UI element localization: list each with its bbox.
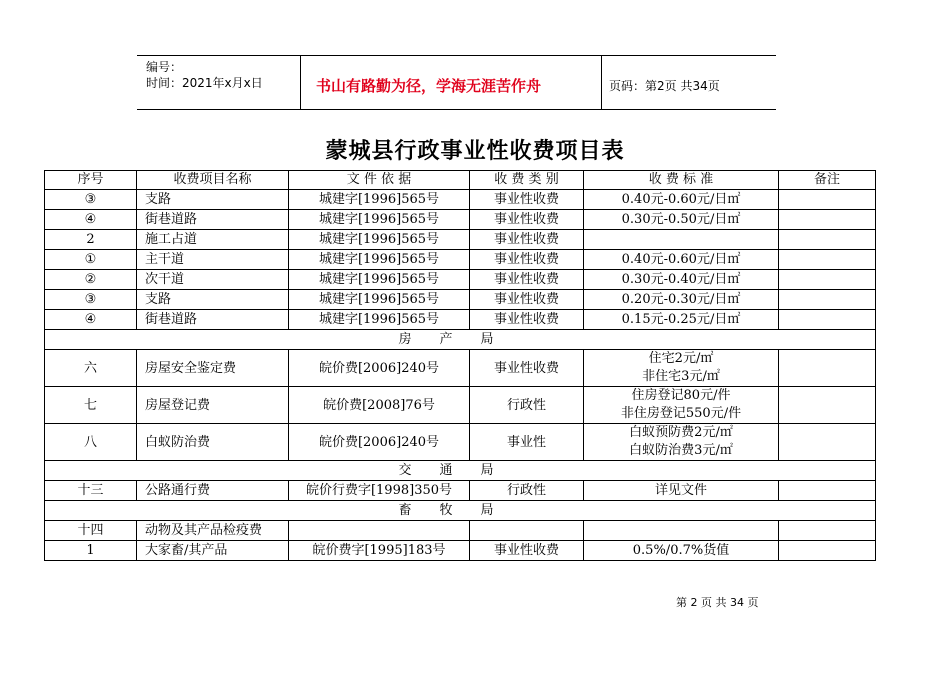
table-row <box>45 387 876 424</box>
cell-no: ② <box>45 270 137 290</box>
cell-type: 事业性收费 <box>470 190 584 210</box>
cell-no: 六 <box>45 350 137 387</box>
section-title: 畜牧局 <box>45 501 876 521</box>
document-date: 时间：2021年x月x日 <box>146 76 263 90</box>
cell-no: 十三 <box>45 481 137 501</box>
table-row <box>45 481 876 501</box>
cell-type: 事业性收费 <box>470 310 584 330</box>
standard-line-1: 白蚁预防费2元/㎡ <box>629 425 733 440</box>
cell-type: 事业性 <box>470 424 584 461</box>
cell-remark <box>779 210 876 230</box>
table-row <box>45 290 876 310</box>
header-top-rule <box>137 55 776 56</box>
table-row <box>45 541 876 561</box>
cell-basis: 皖价行费字[1998]350号 <box>289 481 470 501</box>
cell-no: ① <box>45 250 137 270</box>
cell-remark <box>779 387 876 424</box>
table-row <box>45 521 876 541</box>
cell-type: 事业性收费 <box>470 270 584 290</box>
cell-name: 街巷道路 <box>137 310 289 330</box>
cell-remark <box>779 481 876 501</box>
cell-name: 动物及其产品检疫费 <box>137 521 289 541</box>
cell-no: ③ <box>45 290 137 310</box>
cell-standard: 0.15元-0.25元/日㎡ <box>584 310 779 330</box>
section-title: 交通局 <box>45 461 876 481</box>
cell-basis: 城建字[1996]565号 <box>289 250 470 270</box>
cell-type: 行政性 <box>470 387 584 424</box>
cell-remark <box>779 190 876 210</box>
header-motto: 书山有路勤为径，学海无涯苦作舟 <box>316 77 542 95</box>
cell-standard <box>584 387 779 424</box>
standard-line-1: 住宅2元/㎡ <box>648 351 714 366</box>
col-header-basis: 文 件 依 据 <box>289 171 470 190</box>
cell-remark <box>779 250 876 270</box>
cell-type: 事业性收费 <box>470 350 584 387</box>
cell-name: 房屋安全鉴定费 <box>137 350 289 387</box>
cell-type: 事业性收费 <box>470 230 584 250</box>
cell-no: 1 <box>45 541 137 561</box>
cell-no: ④ <box>45 210 137 230</box>
cell-type: 事业性收费 <box>470 290 584 310</box>
cell-remark <box>779 424 876 461</box>
section-title: 房产局 <box>45 330 876 350</box>
col-header-name: 收费项目名称 <box>137 171 289 190</box>
cell-basis: 城建字[1996]565号 <box>289 290 470 310</box>
header-page-number: 页码：第2页 共34页 <box>609 79 720 93</box>
cell-remark <box>779 521 876 541</box>
standard-line-2: 白蚁防治费3元/㎡ <box>629 443 733 458</box>
cell-standard: 0.40元-0.60元/日㎡ <box>584 190 779 210</box>
cell-remark <box>779 290 876 310</box>
cell-standard <box>584 424 779 461</box>
cell-no: 八 <box>45 424 137 461</box>
cell-remark <box>779 270 876 290</box>
header-divider-right <box>601 55 602 109</box>
cell-standard <box>584 350 779 387</box>
cell-standard: 0.5%/0.7%货值 <box>584 541 779 561</box>
standard-line-2: 非住宅3元/㎡ <box>642 369 720 384</box>
cell-basis: 皖价费[2006]240号 <box>289 424 470 461</box>
table-row <box>45 210 876 230</box>
page-title: 蒙城县行政事业性收费项目表 <box>325 138 625 164</box>
col-header-type: 收 费 类 别 <box>470 171 584 190</box>
cell-standard <box>584 230 779 250</box>
cell-standard <box>584 521 779 541</box>
cell-standard: 0.30元-0.50元/日㎡ <box>584 210 779 230</box>
cell-basis: 城建字[1996]565号 <box>289 210 470 230</box>
header-bottom-rule <box>137 109 776 110</box>
cell-name: 次干道 <box>137 270 289 290</box>
cell-standard: 0.30元-0.40元/日㎡ <box>584 270 779 290</box>
cell-standard: 0.40元-0.60元/日㎡ <box>584 250 779 270</box>
cell-name: 主干道 <box>137 250 289 270</box>
cell-name: 街巷道路 <box>137 210 289 230</box>
table-row <box>45 350 876 387</box>
cell-type: 行政性 <box>470 481 584 501</box>
table-row <box>45 310 876 330</box>
cell-no: ④ <box>45 310 137 330</box>
table-row <box>45 270 876 290</box>
table-row <box>45 230 876 250</box>
table-row <box>45 424 876 461</box>
cell-basis: 皖价费字[1995]183号 <box>289 541 470 561</box>
fee-table <box>44 170 876 561</box>
cell-name: 支路 <box>137 290 289 310</box>
cell-remark <box>779 350 876 387</box>
cell-type: 事业性收费 <box>470 210 584 230</box>
cell-remark <box>779 230 876 250</box>
standard-line-1: 住房登记80元/件 <box>631 388 731 403</box>
col-header-remark: 备注 <box>779 171 876 190</box>
cell-remark <box>779 541 876 561</box>
header-divider-left <box>300 55 301 109</box>
cell-type: 事业性收费 <box>470 250 584 270</box>
col-header-standard: 收 费 标 准 <box>584 171 779 190</box>
cell-name: 支路 <box>137 190 289 210</box>
cell-no: 七 <box>45 387 137 424</box>
cell-basis <box>289 521 470 541</box>
table-header-row <box>45 171 876 190</box>
cell-no: 2 <box>45 230 137 250</box>
page-footer: 第 2 页 共 34 页 <box>676 596 759 609</box>
cell-name: 大家畜/其产品 <box>137 541 289 561</box>
cell-basis: 皖价费[2008]76号 <box>289 387 470 424</box>
cell-basis: 城建字[1996]565号 <box>289 190 470 210</box>
cell-standard: 0.20元-0.30元/日㎡ <box>584 290 779 310</box>
cell-basis: 城建字[1996]565号 <box>289 270 470 290</box>
cell-basis: 皖价费[2006]240号 <box>289 350 470 387</box>
cell-remark <box>779 310 876 330</box>
section-row-housing <box>45 330 876 350</box>
cell-name: 施工占道 <box>137 230 289 250</box>
table-row <box>45 190 876 210</box>
cell-type: 事业性收费 <box>470 541 584 561</box>
section-row-transport <box>45 461 876 481</box>
section-row-livestock <box>45 501 876 521</box>
col-header-no: 序号 <box>45 171 137 190</box>
cell-no: 十四 <box>45 521 137 541</box>
document-number: 编号： <box>146 60 183 74</box>
table-row <box>45 250 876 270</box>
cell-basis: 城建字[1996]565号 <box>289 230 470 250</box>
cell-no: ③ <box>45 190 137 210</box>
cell-basis: 城建字[1996]565号 <box>289 310 470 330</box>
standard-line-2: 非住房登记550元/件 <box>620 406 742 421</box>
cell-type <box>470 521 584 541</box>
cell-name: 白蚁防治费 <box>137 424 289 461</box>
cell-standard: 详见文件 <box>584 481 779 501</box>
cell-name: 公路通行费 <box>137 481 289 501</box>
cell-name: 房屋登记费 <box>137 387 289 424</box>
